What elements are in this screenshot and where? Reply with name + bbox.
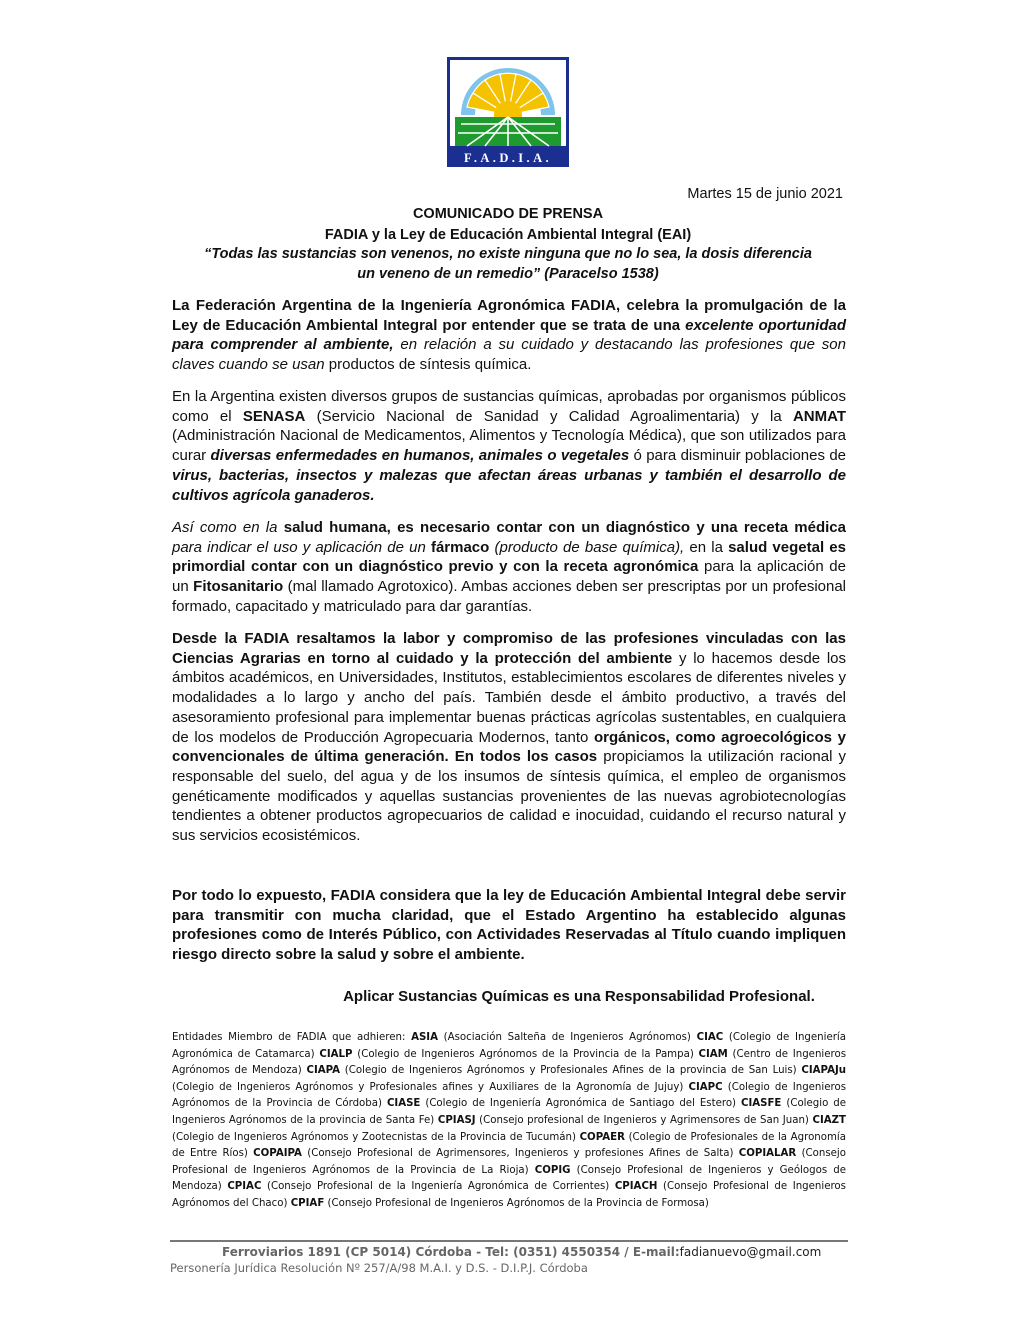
entity-code: CIAPC — [688, 1081, 723, 1093]
text-run: SENASA — [242, 407, 306, 425]
entity-description: (Colegio de Ingenieros Agrónomos de la provincia de Santa Fe) — [172, 1098, 846, 1126]
text-run: diversas enfermedades en humanos, animales o vegetales — [210, 447, 630, 465]
entity-description: (Consejo Profesional de Ingenieros y Geólogos de Mendoza) — [172, 1164, 846, 1193]
paragraph-commitment — [172, 629, 846, 846]
closing-statement — [172, 987, 846, 1007]
entity-description: (Colegio de Ingeniería Agronómica de Catamarca) — [172, 1032, 846, 1060]
text-run: ANMAT — [792, 407, 846, 425]
entity-description: (Colegio de Ingenieros Agrónomos y Profesionales Afines de la provincia de San Luis) — [340, 1065, 802, 1077]
press-release-title: COMUNICADO DE PRENSA — [412, 206, 604, 222]
entity-code: CIASE — [386, 1098, 421, 1110]
entity-code: CPIACH — [614, 1181, 658, 1193]
paragraph-diagnosis — [172, 518, 846, 617]
text-run: ó para disminuir poblaciones de — [629, 447, 846, 465]
text-run: salud humana, es necesario contar con un diagnóstico y una receta médica — [283, 519, 846, 536]
text-run: productos de síntesis química. — [324, 356, 532, 374]
text-run: La Federación Argentina de la Ingeniería Agronómica FADIA, celebra la promulgación de la Ley de Educación Ambiental Integral por entender que se trata de una — [172, 297, 846, 334]
entity-code: CIAPAJu — [801, 1065, 847, 1077]
entity-description: (Consejo Profesional de Ingenieros Agrónomos de la Provincia de La Rioja) — [172, 1148, 846, 1176]
entity-description: (Centro de Ingenieros Agrónomos de Mendoza) — [172, 1048, 847, 1077]
text-run: fármaco — [430, 538, 490, 556]
footer-divider — [170, 1240, 848, 1242]
footer-address: Ferroviarios 1891 (CP 5014) Córdoba - Tel: (0351) 4550354 / E-mail: — [222, 1245, 680, 1259]
text-run: Así como en la — [172, 519, 284, 536]
document-date: Martes 15 de junio 2021 — [687, 186, 843, 202]
entity-code: CIAM — [698, 1048, 728, 1060]
text-run: Por todo lo expuesto, FADIA considera que la ley de Educación Ambiental Integral debe servir para transmitir con mucha claridad, que el Estado Argentino ha establecido algunas profesiones como de Interés Público, con Actividades Reservadas al Título cuando impliquen riesgo directo sobre la salud y sobre el ambiente. — [172, 887, 846, 964]
entity-description: (Colegio de Ingenieros Agrónomos de la Provincia de Córdoba) — [172, 1081, 846, 1110]
entity-code: CIAC — [696, 1032, 724, 1043]
text-run: En la Argentina existen diversos grupos de sustancias químicas, aprobadas por organismos públicos como el — [172, 388, 846, 425]
entity-description: (Consejo Profesional de la Ingeniería Agronómica de Corrientes) — [261, 1181, 615, 1193]
fadia-logo — [447, 57, 569, 167]
text-run: excelente oportunidad para comprender al ambiente, — [172, 316, 847, 354]
member-entities-list — [172, 1030, 846, 1213]
text-run: Fitosanitario — [193, 578, 284, 596]
entity-code: CIAZT — [812, 1114, 846, 1126]
entity-description: (Asociación Salteña de Ingenieros Agrónomos) — [437, 1032, 697, 1043]
entity-code: CIALP — [319, 1048, 353, 1060]
press-release-subtitle: FADIA y la Ley de Educación Ambiental Integral (EAI) — [324, 227, 692, 243]
entity-description: (Consejo Profesional de Ingenieros Agrónomos del Chaco) — [172, 1181, 846, 1209]
entity-description: (Colegio de Ingenieros Agrónomos de la Provincia de la Pampa) — [352, 1048, 699, 1060]
text-run: Desde la FADIA resaltamos la labor y compromiso de las profesiones vinculadas con las Ciencias Agrarias en torno al cuidado y la protección del ambiente — [172, 630, 846, 667]
paragraph-conclusion — [172, 886, 846, 965]
quote-line: un veneno de un remedio” (Paracelso 1538) — [357, 265, 659, 282]
text-run: propiciamos la utilización racional y responsable del suelo, del agua y de los insumos de síntesis química, el empleo de organismos genéticamente modificados y aquellas sustancias provenientes de las nuevas agrobiotecnologías tendientes a obtener productos agropecuarios de calidad e inocuidad, cuidando el recurso natural y sus servicios ecosistémicos. — [172, 748, 846, 845]
footer-email: fadianuevo@gmail.com — [679, 1245, 822, 1259]
text-run: (producto de base química), — [489, 538, 685, 556]
text-run: virus, bacterias, insectos y malezas que afectan áreas urbanas y también el desarrollo de cultivos agrícola ganaderos. — [172, 466, 846, 504]
logo-label: F.A.D.I.A. — [463, 151, 553, 165]
entity-code: CPIAC — [227, 1181, 262, 1193]
text-run: salud vegetal es primordial contar con un diagnóstico previo y con la receta agronómica — [172, 538, 846, 576]
entity-description: (Consejo Profesional de Ingenieros Agrónomos de la Provincia de Formosa) — [324, 1197, 709, 1209]
quote-line: “Todas las sustancias son venenos, no existe ninguna que no lo sea, la dosis diferencia — [204, 246, 812, 262]
entity-code: ASIA — [411, 1032, 438, 1043]
entity-code: COPAER — [579, 1131, 625, 1143]
entity-code: COPAIPA — [253, 1148, 302, 1160]
entities-intro: Entidades Miembro de FADIA que adhieren: — [172, 1032, 412, 1043]
text-run: y lo hacemos desde los ámbitos académicos, en Universidades, Institutos, establecimientos escolares de diferentes niveles y modalidades a lo largo y ancho del país. También desde el ámbito productivo, a través del asesoramiento profesional para implementar buenas prácticas agrícolas sustentables, en cualquiera de los modelos de Producción Agropecuaria Modernos, tanto — [172, 649, 847, 746]
entity-description: (Colegio de Ingenieros Agrónomos y Profesionales afines y Auxiliares de la Agronomía de Jujuy) — [172, 1081, 689, 1093]
entity-code: CIAPA — [306, 1065, 341, 1077]
paracelsus-quote — [170, 245, 846, 284]
entity-description: (Colegio de Ingeniería Agronómica de Santiago del Estero) — [420, 1098, 741, 1110]
footer-contact — [222, 1245, 842, 1259]
paragraph-intro — [172, 296, 846, 375]
entity-code: CIASFE — [740, 1098, 782, 1110]
text-run: para la aplicación de un — [172, 558, 846, 596]
text-run: (Administración Nacional de Medicamentos, Alimentos y Tecnología Médica), que son utilizados para curar — [172, 427, 846, 465]
text-run: orgánicos, como agroecológicos y convencionales de última generación. En todos los casos — [172, 728, 846, 766]
paragraph-chemicals — [172, 387, 846, 505]
text-run: (mal llamado Agrotoxico). Ambas acciones deben ser prescriptas por un profesional formado, capacitado y matriculado para dar garantías. — [172, 578, 847, 615]
entity-code: CPIAF — [290, 1197, 325, 1209]
entity-code: COPIG — [534, 1164, 571, 1176]
entity-description: (Colegio de Ingenieros Agrónomos y Zootecnistas de la Provincia de Tucumán) — [172, 1131, 580, 1143]
entity-description: (Consejo profesional de Ingenieros y Agrimensores de San Juan) — [475, 1114, 813, 1126]
entity-description: (Consejo Profesional de Agrimensores, Ingenieros y profesiones Afines de Salta) — [301, 1148, 739, 1160]
footer-legal: Personería Jurídica Resolución Nº 257/A/98 M.A.I. y D.S. - D.I.P.J. Córdoba — [170, 1261, 588, 1275]
text-run: (Servicio Nacional de Sanidad y Calidad Agroalimentaria) y la — [305, 407, 793, 425]
entity-code: COPIALAR — [738, 1148, 797, 1160]
text-run: en relación a su cuidado y destacando las profesiones que son claves cuando se usan — [172, 336, 846, 374]
text-run: Aplicar Sustancias Químicas es una Responsabilidad Profesional. — [343, 988, 815, 1005]
entity-description: (Colegio de Profesionales de la Agronomía de Entre Ríos) — [172, 1131, 846, 1160]
entity-code: CPIASJ — [437, 1114, 476, 1126]
text-run: en la — [684, 538, 729, 556]
text-run: para indicar el uso y aplicación de un — [172, 538, 431, 556]
